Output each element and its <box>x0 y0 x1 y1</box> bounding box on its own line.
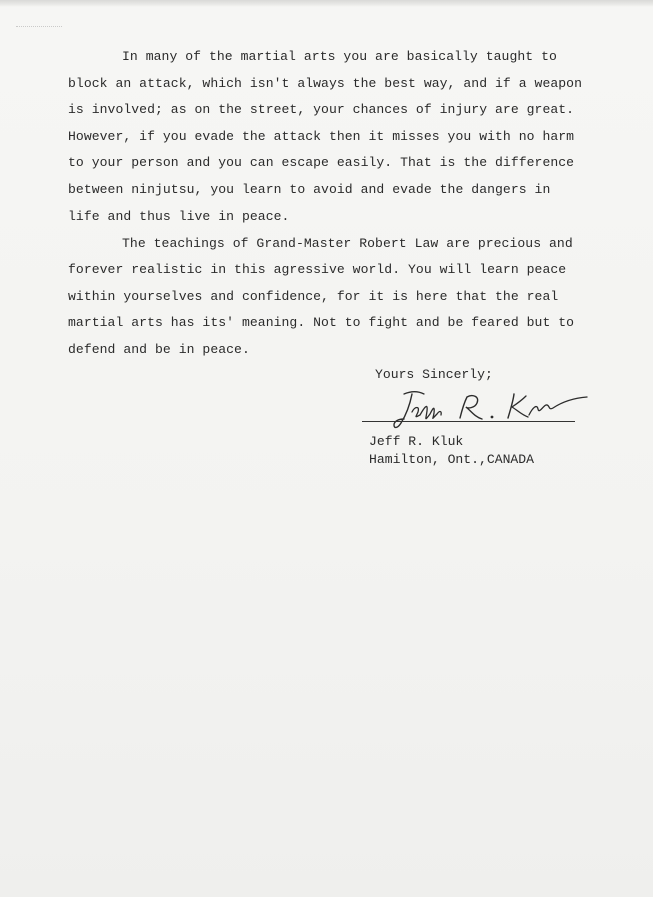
signer-block <box>369 433 534 468</box>
paragraph-1 <box>68 44 628 230</box>
paragraph-line: defend and be in peace. <box>68 341 250 357</box>
paragraph-line: However, if you evade the attack then it misses you with no harm <box>68 128 575 144</box>
paragraph-line: is involved; as on the street, your chances of injury are great. <box>68 102 575 118</box>
paragraph-2 <box>68 231 628 364</box>
letter-closing: Yours Sincerly; <box>375 367 493 382</box>
paragraph-line: within yourselves and confidence, for it is here that the real <box>68 288 559 304</box>
paragraph-line: life and thus live in peace. <box>68 208 290 224</box>
signer-name: Jeff R. Kluk <box>369 434 464 449</box>
paragraph-line: In many of the martial arts you are basically taught to <box>122 49 557 64</box>
signature-line <box>362 421 575 422</box>
paragraph-line: block an attack, which isn't always the best way, and if a weapon <box>68 75 582 91</box>
paragraph-line: to your person and you can escape easily. That is the difference <box>68 155 575 171</box>
signer-location: Hamilton, Ont.,CANADA <box>369 451 535 467</box>
scan-speck <box>16 26 62 31</box>
handwritten-signature <box>354 384 594 436</box>
page-top-edge <box>0 0 653 7</box>
paragraph-line: forever realistic in this agressive world. You will learn peace <box>68 262 567 278</box>
paragraph-line: martial arts has its' meaning. Not to fight and be feared but to <box>68 315 575 331</box>
paragraph-line: The teachings of Grand-Master Robert Law are precious and <box>122 235 573 251</box>
letter-body <box>68 44 628 364</box>
paragraph-line: between ninjutsu, you learn to avoid and evade the dangers in <box>68 181 551 197</box>
